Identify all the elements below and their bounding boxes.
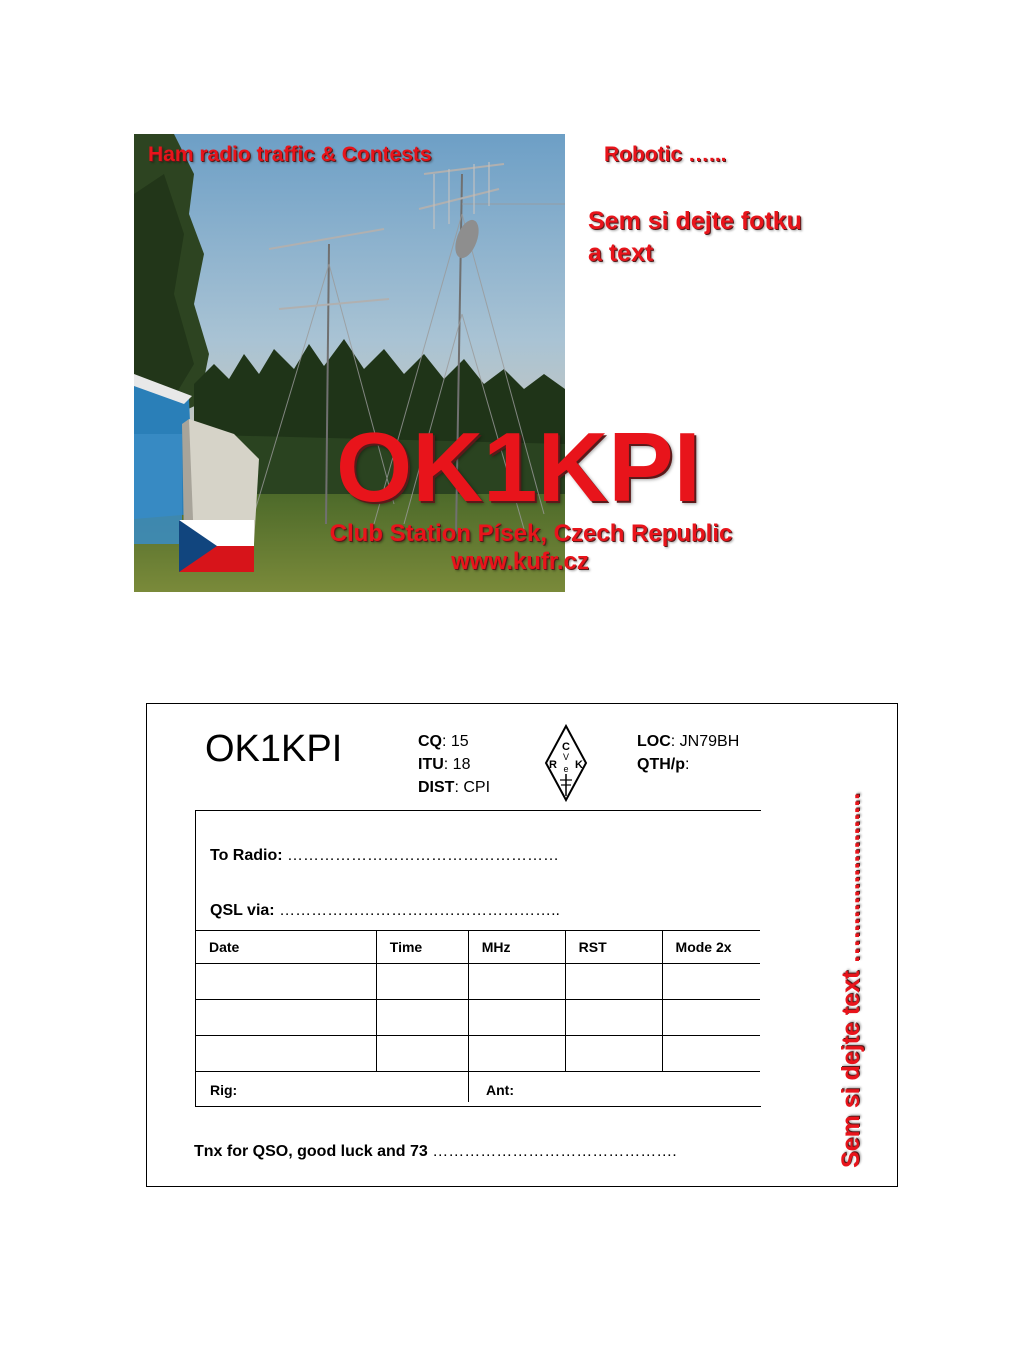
table-cell[interactable] (376, 1000, 468, 1036)
rig-ant-row (195, 1073, 760, 1104)
insert-text-note: Sem si dejte text …..................... (837, 792, 865, 1168)
loc-label: LOC (637, 733, 671, 750)
table-cell[interactable] (565, 1036, 662, 1072)
header-rst: RST (565, 931, 662, 964)
insert-photo-note-line1: Sem si dejte fotku (588, 207, 802, 235)
itu-value: : 18 (443, 756, 471, 773)
table-header-row (196, 931, 761, 964)
svg-text:C: C (562, 741, 570, 753)
table-row[interactable] (196, 1036, 761, 1072)
itu-label: ITU (418, 756, 444, 773)
qsl-via-line[interactable] (210, 902, 560, 920)
website-link[interactable]: www.kufr.cz (451, 548, 589, 575)
insert-photo-note-line2: a text (588, 239, 654, 267)
crk-logo-icon (544, 724, 588, 802)
qth-label: QTH/p (637, 756, 685, 773)
header-mode: Mode 2x (662, 931, 760, 964)
dist-value: : CPI (454, 779, 491, 796)
table-cell[interactable] (196, 964, 377, 1000)
qsl-via-label: QSL via: (210, 902, 275, 919)
cq-label: CQ (418, 733, 442, 750)
table-cell[interactable] (468, 1000, 565, 1036)
dist-label: DIST (418, 779, 455, 796)
zone-info (418, 730, 490, 799)
table-cell[interactable] (662, 1000, 760, 1036)
photo-caption: Ham radio traffic & Contests (148, 143, 432, 166)
ant-label[interactable]: Ant: (486, 1082, 514, 1098)
svg-text:e: e (563, 764, 569, 774)
header-time: Time (376, 931, 468, 964)
itu-zone (418, 753, 490, 776)
table-cell[interactable] (565, 1000, 662, 1036)
qsl-via-dots: …………………………………………….. (274, 902, 560, 919)
header-mhz: MHz (468, 931, 565, 964)
thanks-text: Tnx for QSO, good luck and 73 (194, 1143, 428, 1160)
table-cell[interactable] (662, 964, 760, 1000)
table-row[interactable] (196, 1000, 761, 1036)
table-cell[interactable] (376, 1036, 468, 1072)
table-cell[interactable] (662, 1036, 760, 1072)
svg-text:R: R (549, 759, 557, 771)
photo-callsign: OK1KPI (336, 412, 701, 522)
to-radio-dots: …………………………………………… (282, 847, 560, 864)
locator-info (637, 730, 739, 776)
table-row[interactable] (196, 964, 761, 1000)
svg-text:V: V (562, 752, 570, 762)
cq-value: : 15 (442, 733, 469, 750)
qth (637, 753, 739, 776)
table-cell[interactable] (196, 1000, 377, 1036)
insert-photo-note (588, 205, 848, 269)
table-cell[interactable] (376, 964, 468, 1000)
table-cell[interactable] (468, 1036, 565, 1072)
loc-value: : JN79BH (670, 733, 740, 750)
table-cell[interactable] (565, 964, 662, 1000)
czech-flag-icon (179, 520, 254, 572)
qth-value: : (685, 756, 690, 773)
thanks-dots: ………………………………………. (427, 1143, 677, 1160)
table-cell[interactable] (196, 1036, 377, 1072)
cq-zone (418, 730, 490, 753)
dist-info (418, 776, 490, 799)
thanks-line (194, 1143, 677, 1161)
to-radio-label: To Radio: (210, 847, 283, 864)
rig-label[interactable]: Rig: (210, 1082, 238, 1098)
svg-text:K: K (575, 759, 583, 771)
club-station-line: Club Station Písek, Czech Republic (329, 520, 733, 547)
header-date: Date (196, 931, 377, 964)
to-radio-line[interactable] (210, 847, 559, 865)
card-callsign: OK1KPI (205, 728, 343, 770)
locator (637, 730, 739, 753)
qso-log-table (195, 930, 760, 1072)
table-cell[interactable] (468, 964, 565, 1000)
robotic-note: Robotic …... (604, 143, 727, 166)
